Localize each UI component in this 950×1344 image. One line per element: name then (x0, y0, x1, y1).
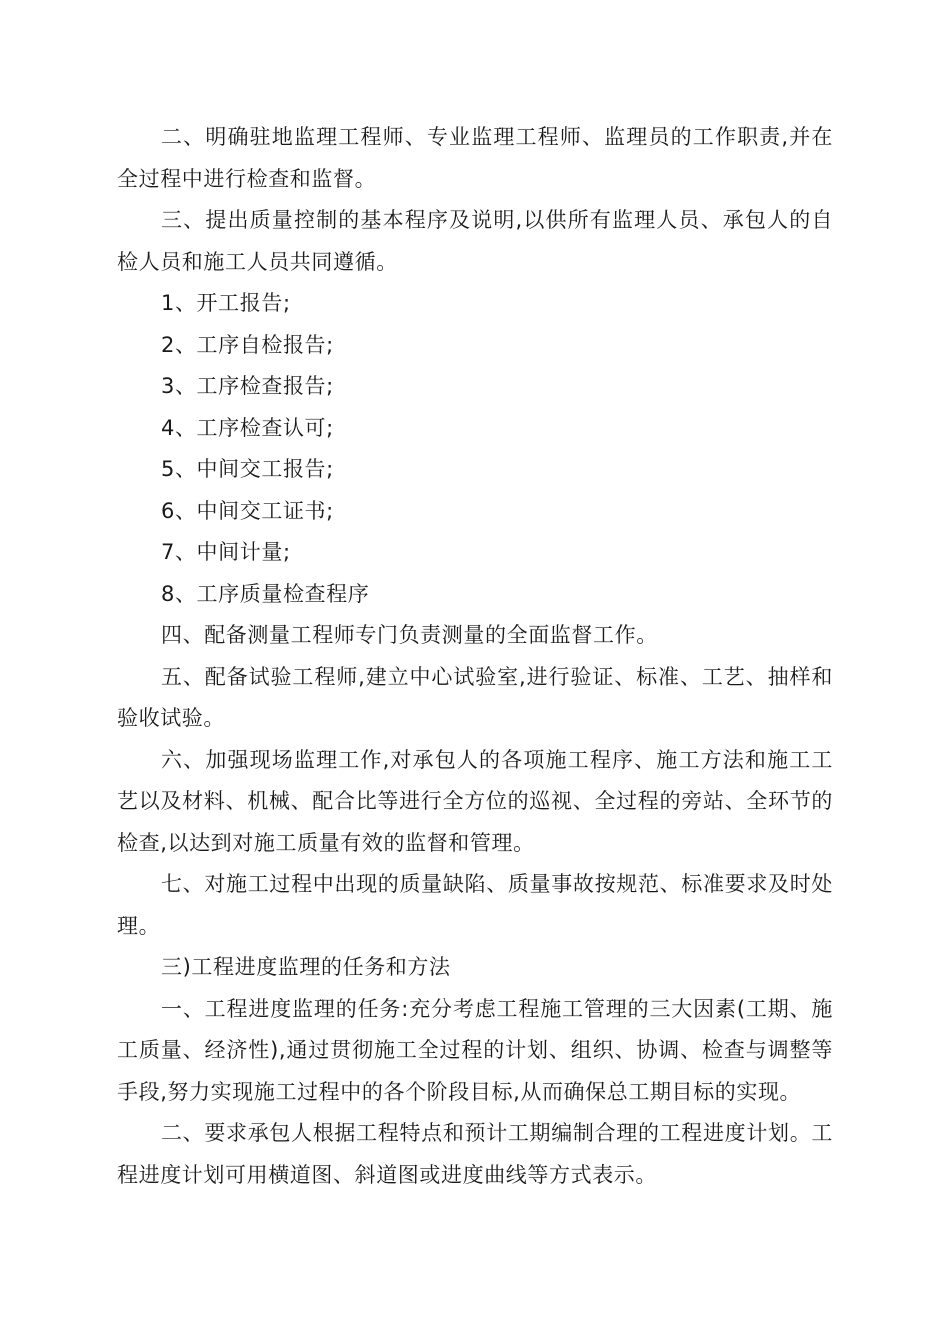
list-item-7: 7、中间计量; (161, 540, 291, 564)
list-item-2: 2、工序自检报告; (161, 332, 334, 357)
paragraph-procedure: 三、提出质量控制的基本程序及说明,以供所有监理人员、承包人的自检人员和施工人员共同遵循。 (117, 208, 833, 274)
paragraph-survey: 四、配备测量工程师专门负责测量的全面监督工作。 (161, 623, 658, 647)
paragraph-site-supervision: 六、加强现场监理工作,对承包人的各项施工程序、施工方法和施工工艺以及材料、机械、配合比等进行全方位的巡视、全过程的旁站、全环节的检查,以达到对施工质量有效的监督和管理。 (117, 747, 833, 855)
list-item-3: 3、工序检查报告; (161, 374, 334, 398)
paragraph-progress-task: 一、工程进度监理的任务:充分考虑工程施工管理的三大因素(工期、施工质量、经济性),通过贯彻施工全过程的计划、组织、协调、检查与调整等手段,努力实现施工过程中的各个阶段目标,从而确保总工期目标的实现。 (117, 996, 833, 1104)
list-item-8: 8、工序质量检查程序 (161, 581, 370, 606)
paragraph-testing: 五、配备试验工程师,建立中心试验室,进行验证、标准、工艺、抽样和验收试验。 (117, 664, 833, 730)
list-item-1: 1、开工报告; (161, 291, 291, 315)
paragraph-duty: 二、明确驻地监理工程师、专业监理工程师、监理员的工作职责,并在全过程中进行检查和监督。 (117, 125, 833, 191)
list-item-4: 4、工序检查认可; (161, 415, 334, 440)
paragraph-defects: 七、对施工过程中出现的质量缺陷、质量事故按规范、标准要求及时处理。 (117, 872, 833, 938)
document-body (117, 117, 833, 1196)
list-item-5: 5、中间交工报告; (161, 457, 334, 481)
paragraph-progress-plan: 二、要求承包人根据工程特点和预计工期编制合理的工程进度计划。工程进度计划可用横道图、斜道图或进度曲线等方式表示。 (117, 1121, 833, 1187)
list-item-6: 6、中间交工证书; (161, 498, 334, 523)
section-heading-progress: 三)工程进度监理的任务和方法 (161, 955, 451, 979)
